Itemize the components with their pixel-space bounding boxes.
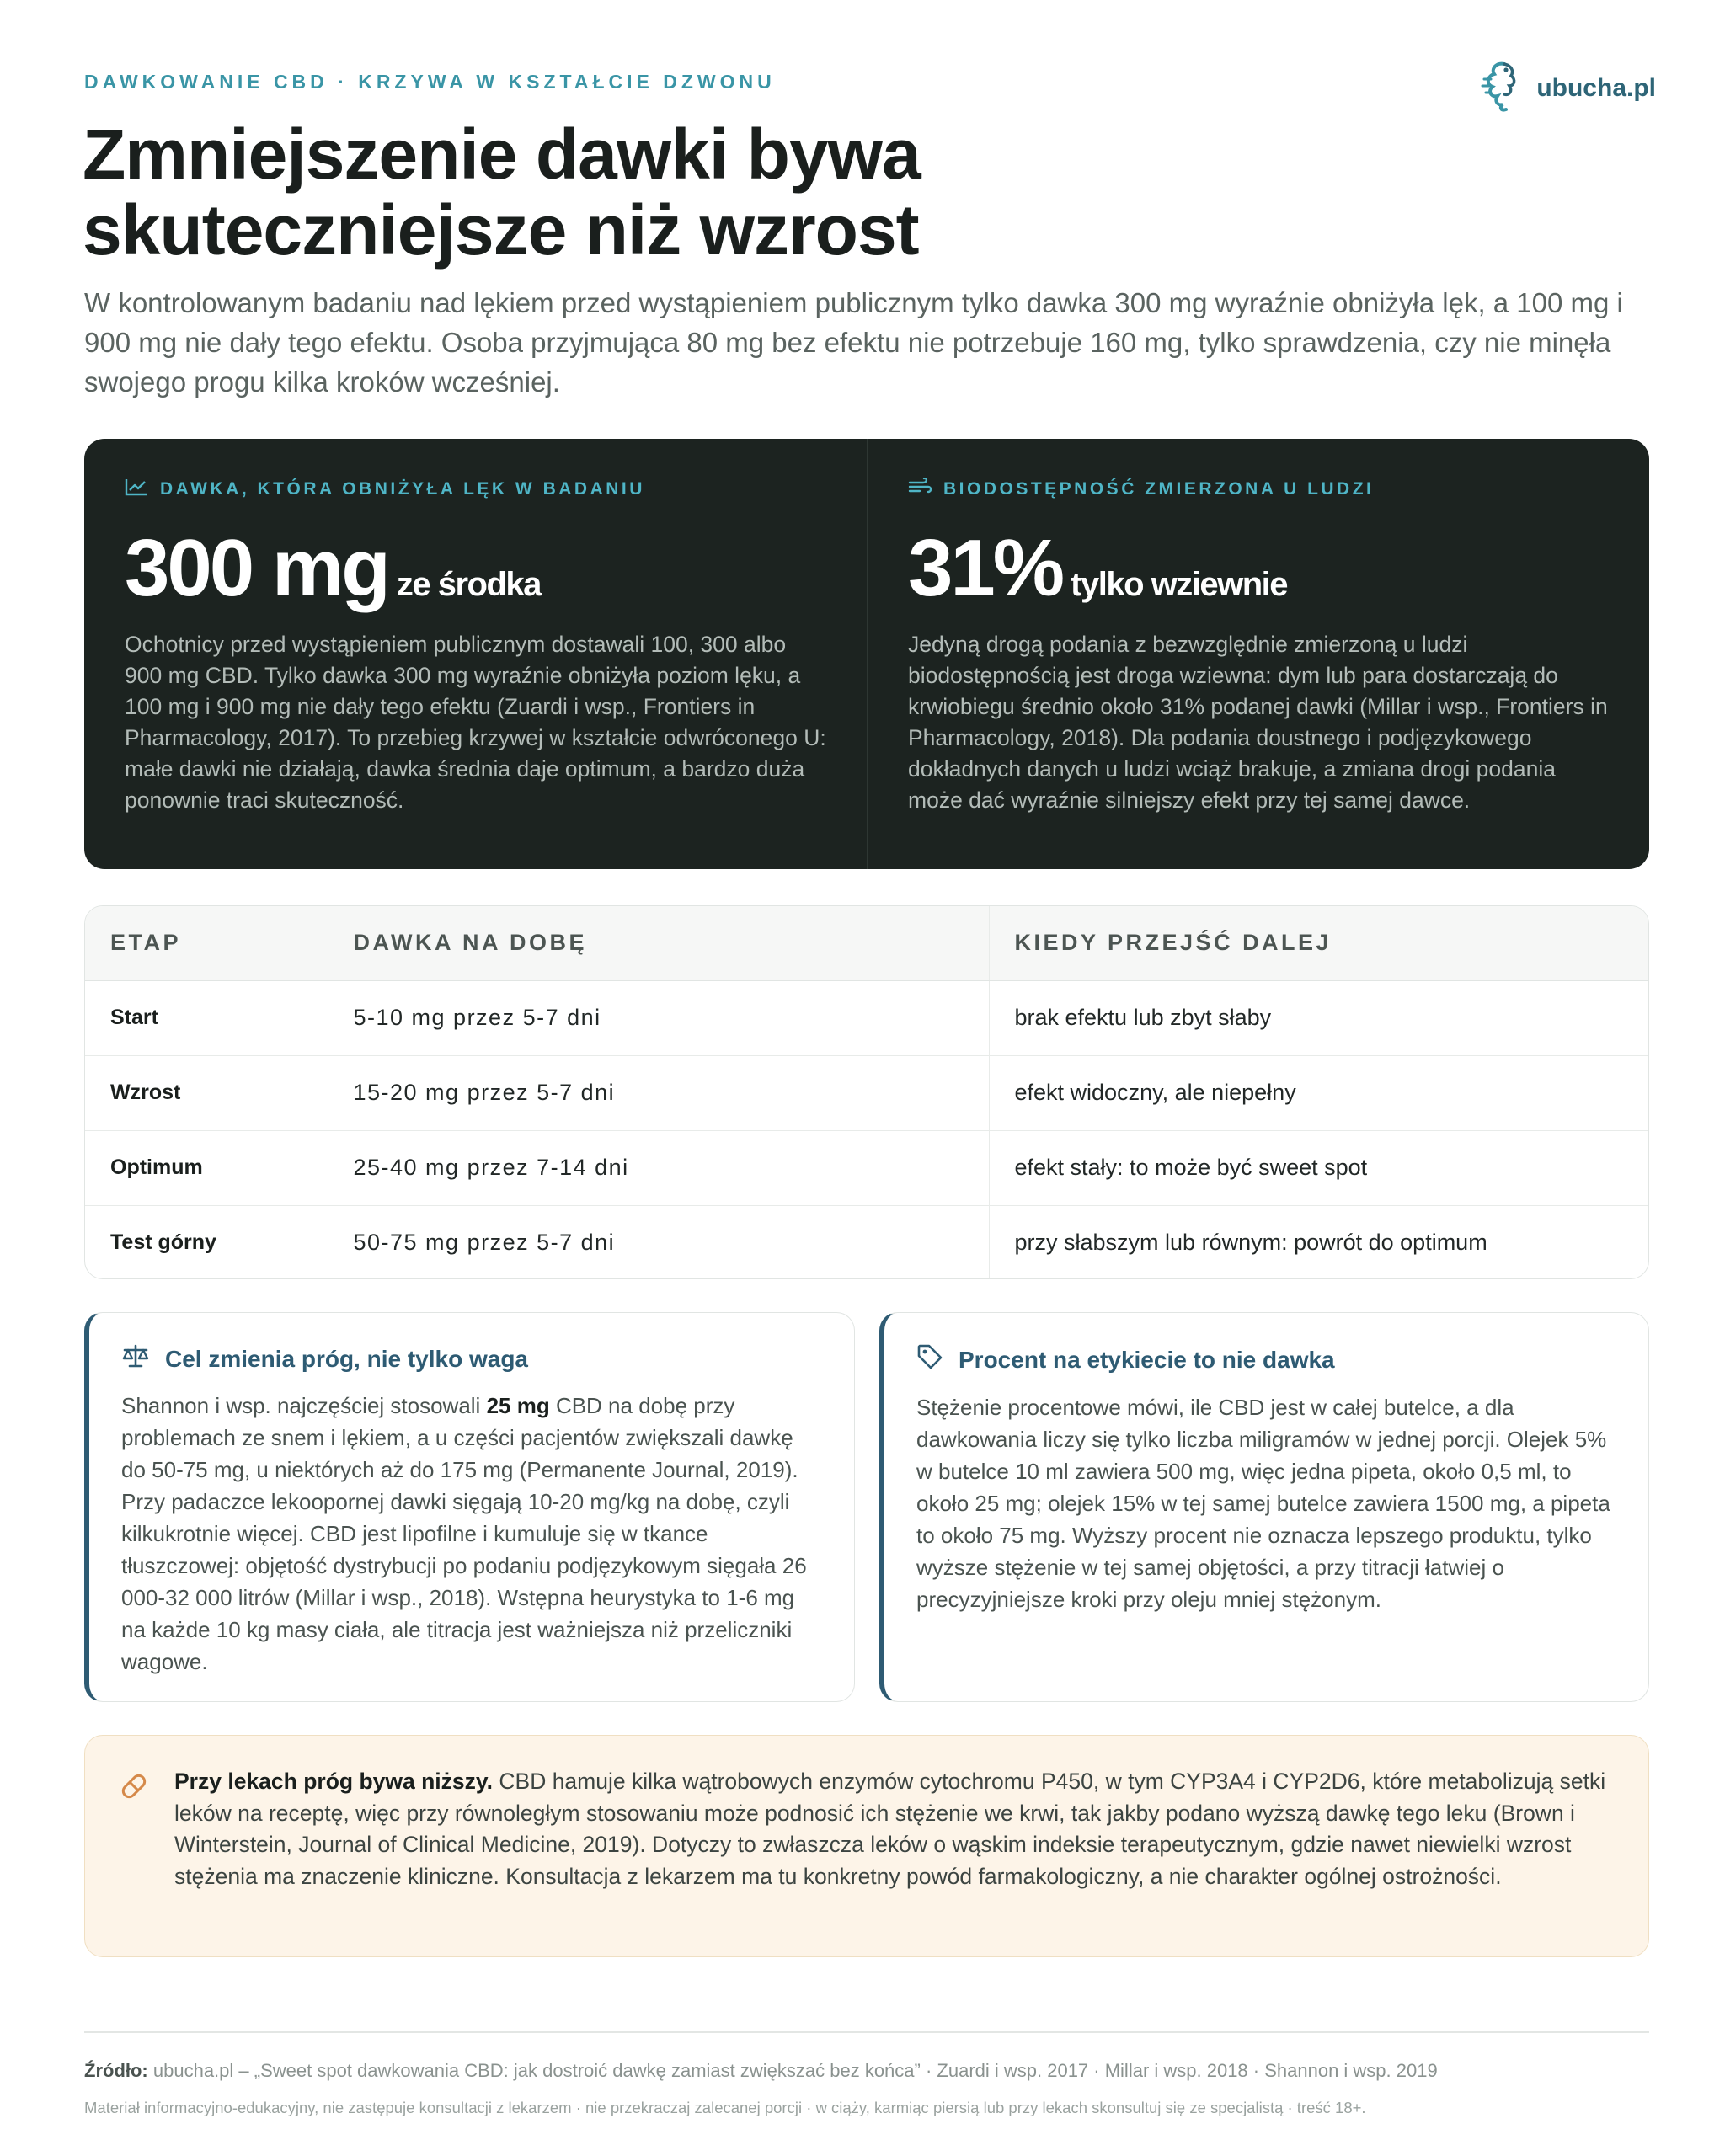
wind-icon [908,478,932,501]
stat-dose-label: DAWKA, KTÓRA OBNIŻYŁA LĘK W BADANIU [125,478,826,501]
cell-dose: 25-40 mg przez 7-14 dni [328,1130,989,1205]
stat-bioavailability-value: 31% [908,523,1063,613]
drug-interaction-warning [84,1735,1649,1957]
stat-bioavailability-label: BIODOSTĘPNOŚĆ ZMIERZONA U LUDZI [908,478,1609,501]
cell-next-step: brak efektu lub zbyt słaby [989,980,1648,1055]
seahorse-logo-icon [1479,59,1525,117]
table-row [85,1055,1648,1130]
stat-bioavailability-description: Jedyną drogą podania z bezwzględnie zmierzoną u ludzi biodostępnością jest droga wziewna: dym lub para dostarczają do krwiobiegu średnio około 31% podanej dawki (Millar i wsp., Frontiers in Pharmacology, 2018). Dla podania doustnego i podjęzykowego dokładnych danych u ludzi wciąż brakuje, a zmiana drogi podania może dać wyraźnie silniejszy efekt przy tej samej dawce. [908,632,1608,813]
stat-dose [84,439,867,869]
cell-stage: Start [85,980,328,1055]
brand-logo[interactable] [1479,59,1656,117]
cell-dose: 15-20 mg przez 5-7 dni [328,1055,989,1130]
column-header-stage: ETAP [85,906,328,980]
card-label-percent [879,1312,1649,1702]
disclaimer: Materiał informacyjno-edukacyjny, nie zastępuje konsultacji z lekarzem · nie przekraczaj zalecanej porcji · w ciąży, karmiąc piersią lub przy lekach skonsultuj się ze specjalistą · treść 18+. [84,2099,1366,2116]
card-goal-threshold [84,1312,855,1702]
cell-stage: Test górny [110,1230,216,1255]
stat-dose-description: Ochotnicy przed wystąpieniem publicznym dostawali 100, 300 albo 900 mg CBD. Tylko dawka 300 mg wyraźnie obniżyła poziom lęku, a 100 mg i 900 mg nie dały tego efektu (Zuardi i wsp., Frontiers in Pharmacology, 2017). To przebieg krzywej w kształcie odwróconego U: małe dawki nie działają, dawka średnia daje optimum, a bardzo duża ponownie traci skuteczność. [125,632,826,813]
cell-next-step: efekt stały: to może być sweet spot [989,1130,1648,1205]
table-row [85,1205,1648,1279]
table-header-row [85,906,1648,980]
cell-next-step: przy słabszym lub równym: powrót do optimum [989,1205,1648,1279]
tag-icon [916,1343,943,1376]
titration-table [84,905,1649,1279]
stat-bioavailability-unit: tylko wziewnie [1071,566,1287,603]
cell-stage: Wzrost [85,1055,328,1130]
scale-icon [121,1343,150,1374]
pill-icon [117,1769,151,1807]
table-row [85,1130,1648,1205]
stat-dose-unit: ze środka [396,566,541,603]
page-title: Zmniejszenie dawki bywa skuteczniejsze niż wzrost [83,115,921,270]
eyebrow: DAWKOWANIE CBD · KRZYWA W KSZTAŁCIE DZWONU [84,71,776,93]
cell-dose: 5-10 mg przez 5-7 dni [328,980,989,1055]
column-header-dose: DAWKA NA DOBĘ [328,906,989,980]
table-row [85,980,1648,1055]
cell-dose: 50-75 mg przez 5-7 dni [328,1205,989,1279]
brand-name: ubucha.pl [1536,73,1656,102]
cell-next-step: efekt widoczny, ale niepełny [989,1055,1648,1130]
card-goal-threshold-title: Cel zmienia próg, nie tylko waga [165,1345,528,1372]
stats-panel [84,439,1649,869]
source-line: Źródło: ubucha.pl – „Sweet spot dawkowania CBD: jak dostroić dawkę zamiast zwiększać bez końca” · Zuardi i wsp. 2017 · Millar i wsp. 2018 · Shannon i wsp. 2019 [84,2060,1438,2081]
card-goal-threshold-text: Shannon i wsp. najczęściej stosowali 25 mg CBD na dobę przy problemach ze snem i lękiem, a u części pacjentów zwiększali dawkę do 50-75 mg, u niektórych aż do 175 mg (Permanente Journal, 2019). Przy padaczce lekoopornej dawki sięgają 10-20 mg/kg na dobę, czyli kilkukrotnie więcej. CBD jest lipofilne i kumuluje się w tkance tłuszczowej: objętość dystrybucji po podaniu podjęzykowym sięgała 26 000-32 000 litrów (Millar i wsp., 2018). Wstępna heurystyka to 1-6 mg na każde 10 kg masy ciała, ale titracja jest ważniejsza niż przeliczniki wagowe. [121,1393,807,1674]
card-label-percent-text: Stężenie procentowe mówi, ile CBD jest w całej butelce, a dla dawkowania liczy się tylko liczba miligramów w jednej porcji. Olejek 5% w butelce 10 ml zawiera 500 mg, więc jedna pipeta, około 0,5 ml, to około 25 mg; olejek 15% w tej samej butelce zawiera 1500 mg, a pipeta to około 75 mg. Wyższy procent nie oznacza lepszego produktu, tylko wyższe stężenie w tej samej objętości, a przy titracji łatwiej o precyzyjniejsze kroki przy oleju mniej stężonym. [916,1395,1610,1612]
cell-stage: Optimum [85,1130,328,1205]
footer-divider [84,2031,1649,2033]
chart-line-icon [125,478,148,501]
warning-text: Przy lekach próg bywa niższy. CBD hamuje kilka wątrobowych enzymów cytochromu P450, w tym CYP3A4 i CYP2D6, które metabolizują setki leków na receptę, więc przy równoległym stosowaniu może podnosić ich stężenie we krwi, tak jakby podano wyższą dawkę tego leku (Brown i Winterstein, Journal of Clinical Medicine, 2019). Dotyczy to zwłaszcza leków o wąskim indeksie terapeutycznym, gdzie nawet niewielki wzrost stężenia ma znaczenie kliniczne. Konsultacja z lekarzem ma tu konkretny powód farmakologiczny, a nie charakter ogólnej ostrożności. [174,1769,1606,1889]
stat-bioavailability [867,439,1649,869]
stat-dose-value: 300 mg [125,523,388,613]
column-header-next-step: KIEDY PRZEJŚĆ DALEJ [989,906,1648,980]
card-label-percent-title: Procent na etykiecie to nie dawka [959,1346,1335,1373]
lead-paragraph: W kontrolowanym badaniu nad lękiem przed wystąpieniem publicznym tylko dawka 300 mg wyraźnie obniżyła lęk, a 100 mg i 900 mg nie dały tego efektu. Osoba przyjmująca 80 mg bez efektu nie potrzebuje 160 mg, tylko sprawdzenia, czy nie minęła swojego progu kilka kroków wcześniej. [84,287,1623,398]
